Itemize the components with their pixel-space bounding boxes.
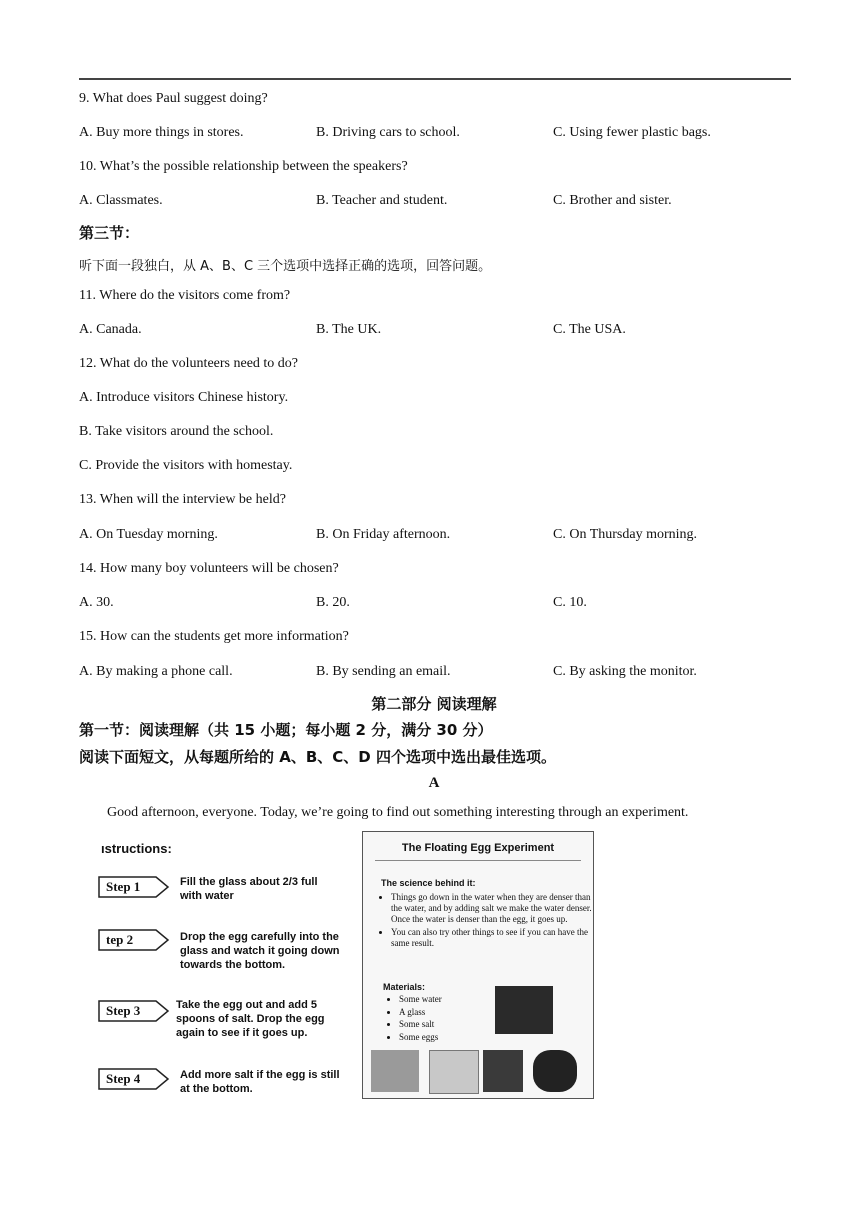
- step-3-text: Take the egg out and add 5 spoons of salt. Drop the egg again to see if it goes up.: [176, 999, 325, 1039]
- q11-option-b: B. The UK.: [316, 322, 382, 337]
- people-photo: [495, 986, 553, 1034]
- step-3-label: Step 3: [106, 1003, 141, 1018]
- q10-option-b: B. Teacher and student.: [316, 193, 448, 208]
- part-2-section-1: 第一节：阅读理解（共 15 小题；每小题 2 分，满分 30 分）: [79, 721, 493, 739]
- material-item: • A glass: [399, 1006, 442, 1019]
- poster-rule: [375, 860, 581, 861]
- passage-intro: Good afternoon, everyone. Today, we’re going to find out something interesting through an experiment.: [107, 805, 689, 820]
- passage-letter: A: [428, 775, 440, 791]
- q9-option-a: A. Buy more things in stores.: [79, 125, 244, 140]
- q9-option-c: C. Using fewer plastic bags.: [553, 125, 711, 140]
- material-item: • Some water: [399, 993, 442, 1006]
- question-15: 15. How can the students get more information?: [79, 629, 349, 644]
- instructions-title: ıstructions:: [101, 841, 172, 856]
- material-item: • Some eggs: [399, 1031, 442, 1044]
- step-4-text: Add more salt if the egg is still at the bottom.: [180, 1069, 340, 1095]
- experiment-poster: [362, 831, 594, 1099]
- q15-option-b: B. By sending an email.: [316, 664, 451, 679]
- section-3-heading: 第三节：: [79, 224, 140, 242]
- question-13: 13. When will the interview be held?: [79, 492, 286, 507]
- material-item: • Some salt: [399, 1018, 442, 1031]
- question-11: 11. Where do the visitors come from?: [79, 288, 291, 303]
- poster-title: The Floating Egg Experiment: [401, 842, 555, 854]
- question-9: 9. What does Paul suggest doing?: [79, 91, 268, 106]
- part-2-instruction: 阅读下面短文，从每题所给的 A、B、C、D 四个选项中选出最佳选项。: [79, 748, 556, 766]
- salt-photo: [483, 1050, 523, 1092]
- q14-option-c: C. 10.: [553, 595, 587, 610]
- header-rule: [79, 78, 791, 80]
- step-4-label: Step 4: [106, 1071, 141, 1086]
- q13-option-a: A. On Tuesday morning.: [79, 527, 218, 542]
- materials-list: [385, 993, 442, 1043]
- q15-option-c: C. By asking the monitor.: [553, 664, 697, 679]
- q9-option-b: B. Driving cars to school.: [316, 125, 460, 140]
- q11-option-a: A. Canada.: [79, 322, 142, 337]
- q13-option-c: C. On Thursday morning.: [553, 527, 698, 542]
- step-3-tag: [98, 1000, 170, 1022]
- eggs-photo: [533, 1050, 577, 1092]
- step-2-label: tep 2: [106, 932, 134, 947]
- q15-option-a: A. By making a phone call.: [79, 664, 233, 679]
- part-2-title: 第二部分 阅读理解: [371, 695, 497, 713]
- q12-option-b: B. Take visitors around the school.: [79, 424, 274, 439]
- science-bullet: • You can also try other things to see if you can have the same result.: [391, 927, 601, 949]
- materials-heading: Materials:: [383, 982, 426, 992]
- science-bullet: • Things go down in the water when they are denser than the water, and by adding salt we make the water denser. Once the water is denser than the egg, it goes up.: [391, 892, 601, 925]
- q12-option-a: A. Introduce visitors Chinese history.: [79, 390, 289, 405]
- q14-option-b: B. 20.: [316, 595, 350, 610]
- q10-option-a: A. Classmates.: [79, 193, 163, 208]
- step-1-tag: [98, 876, 170, 898]
- q13-option-b: B. On Friday afternoon.: [316, 527, 451, 542]
- q11-option-c: C. The USA.: [553, 322, 626, 337]
- question-10: 10. What’s the possible relationship between the speakers?: [79, 159, 408, 174]
- q10-option-c: C. Brother and sister.: [553, 193, 672, 208]
- q12-option-c: C. Provide the visitors with homestay.: [79, 458, 293, 473]
- section-3-instruction: 听下面一段独白，从 A、B、C 三个选项中选择正确的选项，回答问题。: [79, 259, 492, 274]
- step-2-text: Drop the egg carefully into the glass and watch it going down towards the bottom.: [180, 931, 340, 971]
- glass-photo: [429, 1050, 479, 1094]
- step-2-tag: [98, 929, 170, 951]
- step-1-label: Step 1: [106, 879, 141, 894]
- glasses-photo: [371, 1050, 419, 1092]
- q14-option-a: A. 30.: [79, 595, 114, 610]
- step-4-tag: [98, 1068, 170, 1090]
- science-list: [377, 892, 601, 951]
- question-14: 14. How many boy volunteers will be chosen?: [79, 561, 339, 576]
- question-12: 12. What do the volunteers need to do?: [79, 356, 299, 371]
- step-1-text: Fill the glass about 2/3 full with water: [180, 876, 318, 902]
- science-heading: The science behind it:: [381, 878, 476, 888]
